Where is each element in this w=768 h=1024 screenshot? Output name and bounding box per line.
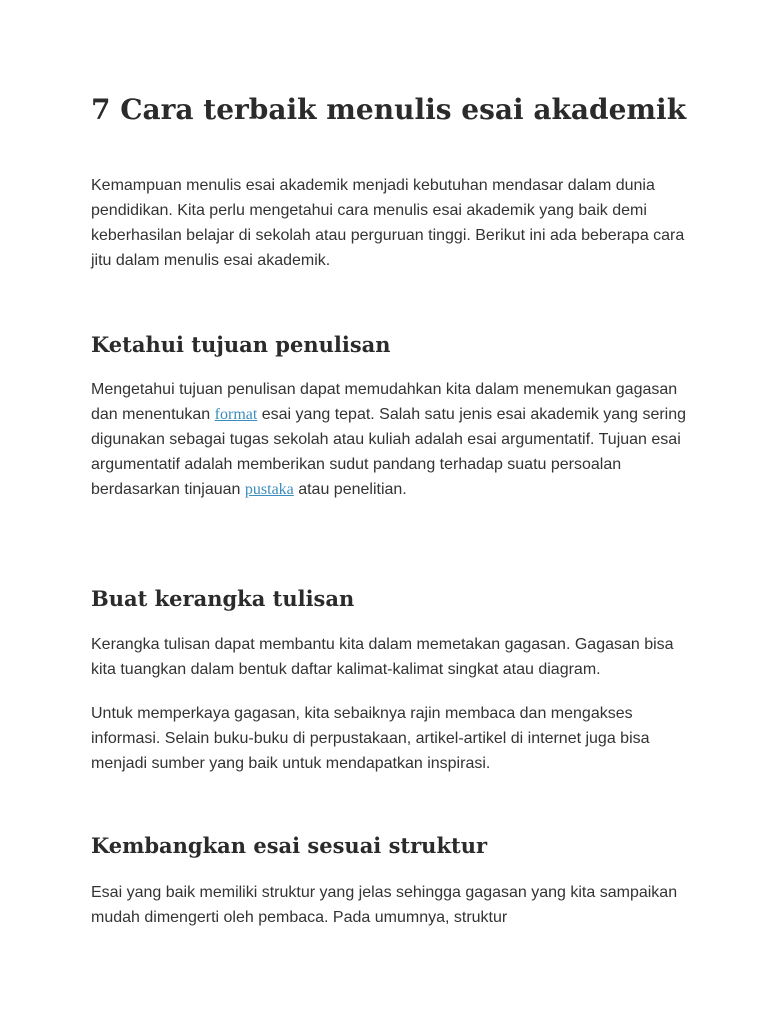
link-format[interactable]: format <box>214 406 258 423</box>
section2-paragraph-1: Kerangka tulisan dapat membantu kita dalam memetakan gagasan. Gagasan bisa kita tuangkan dalam bentuk daftar kalimat-kalimat singkat atau diagram. <box>91 636 674 678</box>
link-pustaka[interactable]: pustaka <box>244 481 294 498</box>
section1-text-b: esai yang tepat. Salah satu jenis esai akademik yang sering digunakan sebagai tugas sekolah atau kuliah adalah esai argumentatif. Tujuan esai argumentatif adalah memberikan sudut pandang terhadap suatu persoalan berdasarkan tinjauan <box>91 406 687 498</box>
section-heading-struktur: Kembangkan esai sesuai struktur <box>91 833 488 858</box>
section1-text-a: Mengetahui tujuan penulisan dapat memudahkan kita dalam menemukan gagasan dan menentukan <box>91 381 678 423</box>
article-title: 7 Cara terbaik menulis esai akademik <box>91 93 687 126</box>
section-heading-kerangka: Buat kerangka tulisan <box>91 586 355 611</box>
section-heading-tujuan: Ketahui tujuan penulisan <box>91 332 391 357</box>
section1-text-c: atau penelitian. <box>293 481 407 498</box>
intro-paragraph: Kemampuan menulis esai akademik menjadi kebutuhan mendasar dalam dunia pendidikan. Kita perlu mengetahui cara menulis esai akademik yang baik demi keberhasilan belajar di sekolah atau perguruan tinggi. Berikut ini ada beberapa cara jitu dalam menulis esai akademik. <box>91 177 685 269</box>
section2-paragraph-2: Untuk memperkaya gagasan, kita sebaiknya rajin membaca dan mengakses informasi. Selain buku-buku di perpustakaan, artikel-artikel di internet juga bisa menjadi sumber yang baik untuk mendapatkan inspirasi. <box>91 705 650 772</box>
section3-paragraph-1: Esai yang baik memiliki struktur yang jelas sehingga gagasan yang kita sampaikan mudah dimengerti oleh pembaca. Pada umumnya, struktur <box>91 884 678 926</box>
section1-paragraph <box>91 377 691 502</box>
